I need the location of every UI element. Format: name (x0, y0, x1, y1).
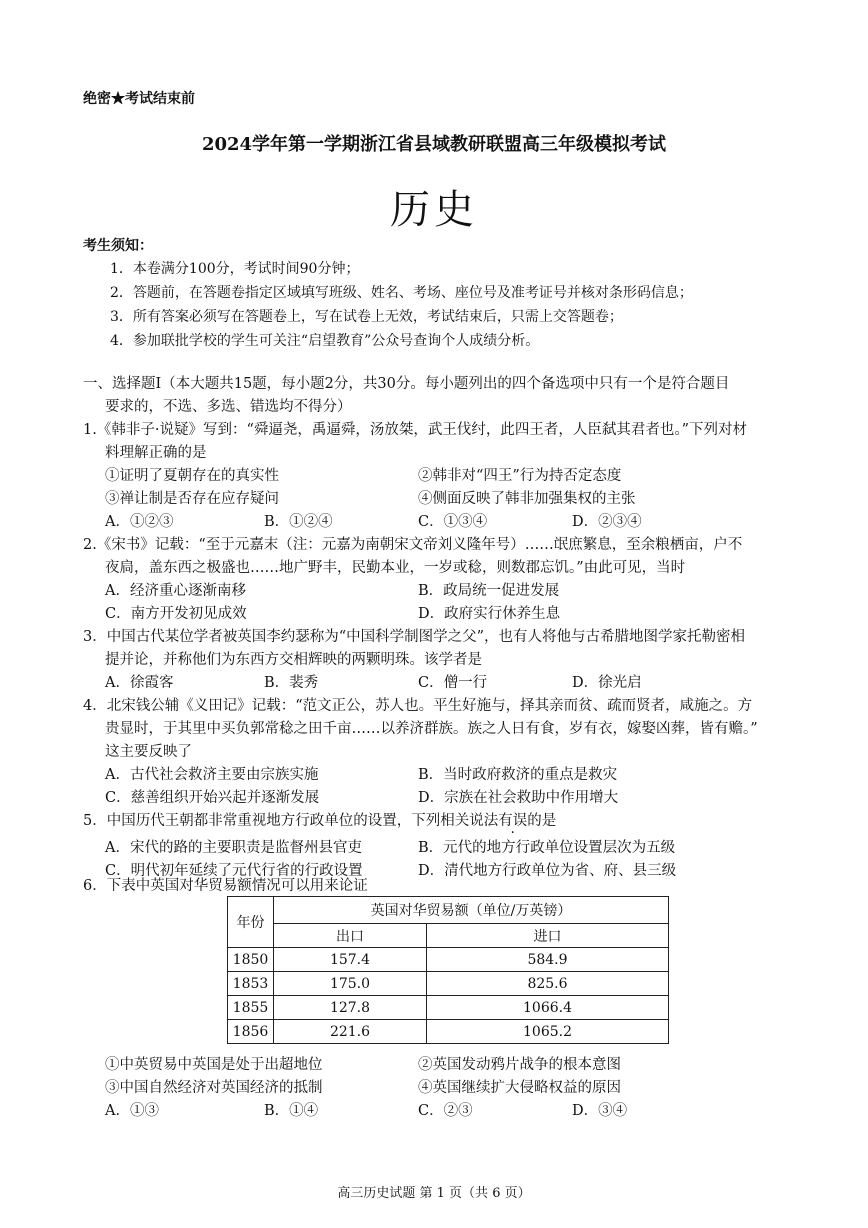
q1-option-c: C．①③④ (418, 514, 488, 530)
q1-option-d: D．②③④ (572, 514, 642, 530)
year-cell: 1855 (228, 996, 274, 1020)
page-footer: 高三历史试题 第 1 页（共 6 页） (337, 1186, 531, 1201)
table-caption: 英国对华贸易额（单位/万英镑） (274, 897, 669, 924)
question-2-stem: 2.《宋书》记载：“至于元嘉末（注：元嘉为南朝宋文帝刘义隆年号）……氓庶繁息，至余粮栖亩，户不 (83, 537, 743, 553)
q6-option-c: C．②③ (418, 1103, 473, 1119)
q6-statement-3: ③中国自然经济对英国经济的抵制 (105, 1080, 323, 1096)
import-cell: 584.9 (427, 948, 669, 972)
q5-stem-suffix: 的是 (527, 813, 557, 829)
q1-statement-1: ①证明了夏朝存在的真实性 (105, 468, 279, 484)
q3-option-b: B．裴秀 (264, 675, 319, 691)
import-cell: 825.6 (427, 972, 669, 996)
q5-option-c: C．明代初年延续了元代行省的行政设置 (105, 863, 363, 879)
q6-option-b: B．①④ (264, 1103, 319, 1119)
import-header: 进口 (427, 924, 669, 948)
notice-item: 3．所有答案必须写在答题卷上，写在试卷上无效，考试结束后，只需上交答题卷； (110, 309, 623, 325)
q4-option-a: A．古代社会救济主要由宗族实施 (105, 767, 319, 783)
question-2-stem-cont: 夜扃，盖东西之极盛也……地广野丰，民勤本业，一岁或稔，则数郡忘饥。”由此可见，当时 (105, 560, 686, 576)
import-cell: 1065.2 (427, 1020, 669, 1044)
notice-item: 1．本卷满分100分，考试时间90分钟； (110, 261, 360, 277)
q4-option-b: B．当时政府救济的重点是救灾 (418, 767, 618, 783)
table-row (228, 996, 669, 1020)
section-heading-cont: 要求的，不选、多选、错选均不得分） (105, 399, 352, 415)
q4-option-c: C．慈善组织开始兴起并逐渐发展 (105, 790, 320, 806)
q2-option-b: B．政局统一促进发展 (418, 583, 560, 599)
q6-statement-1: ①中英贸易中英国是处于出超地位 (105, 1057, 323, 1073)
year-cell: 1856 (228, 1020, 274, 1044)
q3-option-d: D．徐光启 (572, 675, 642, 691)
import-cell: 1066.4 (427, 996, 669, 1020)
q5-option-a: A．宋代的路的主要职责是监督州县官吏 (105, 840, 362, 856)
q1-statement-4: ④侧面反映了韩非加强集权的主张 (418, 491, 636, 507)
export-cell: 221.6 (274, 1020, 427, 1044)
export-cell: 127.8 (274, 996, 427, 1020)
q5-option-b: B．元代的地方行政单位设置层次为五级 (418, 840, 676, 856)
question-4-stem-cont: 这主要反映了 (105, 744, 192, 760)
notice-heading: 考生须知： (83, 238, 153, 254)
q3-option-c: C．僧一行 (418, 675, 488, 691)
question-1-stem-cont: 料理解正确的是 (105, 445, 207, 461)
q4-option-d: D．宗族在社会救助中作用增大 (418, 790, 619, 806)
export-cell: 157.4 (274, 948, 427, 972)
question-6-stem: 6．下表中英国对华贸易额情况可以用来论证 (83, 878, 368, 894)
q1-statement-2: ②韩非对“四王”行为持否定态度 (418, 468, 622, 484)
question-5-stem (83, 809, 556, 830)
table-row (228, 972, 669, 996)
exam-title: 2024学年第一学期浙江省县域教研联盟高三年级模拟考试 (201, 134, 667, 155)
export-cell: 175.0 (274, 972, 427, 996)
trade-table (227, 896, 669, 1044)
question-3-stem: 3．中国古代某位学者被英国李约瑟称为“中国科学制图学之父”，也有人将他与古希腊地图学家托勒密相 (83, 629, 746, 645)
question-4-stem: 4．北宋钱公辅《义田记》记载：“范文正公，苏人也。平生好施与，择其亲而贫、疏而贤者，咸施之。方 (83, 698, 753, 714)
q1-statement-3: ③禅让制是否存在应存疑问 (105, 491, 279, 507)
question-1-stem: 1.《韩非子·说疑》写到：“舜逼尧，禹逼舜，汤放桀，武王伐纣，此四王者，人臣弑其君者也。”下列对材 (83, 422, 748, 438)
q1-option-b: B．①②④ (264, 514, 333, 530)
question-3-stem-cont: 提并论，并称他们为东西方交相辉映的两颗明珠。该学者是 (105, 652, 482, 668)
table-row (228, 948, 669, 972)
q6-option-a: A．①③ (105, 1103, 159, 1119)
q6-option-d: D．③④ (572, 1103, 628, 1119)
notice-item: 2．答题前，在答题卷指定区域填写班级、姓名、考场、座位号及准考证号并核对条形码信息； (110, 285, 693, 301)
export-header: 出口 (274, 924, 427, 948)
q2-option-a: A．经济重心逐渐南移 (105, 583, 246, 599)
notice-item: 4．参加联批学校的学生可关注“启望教育”公众号查询个人成绩分析。 (110, 333, 540, 349)
q6-statement-2: ②英国发动鸦片战争的根本意图 (418, 1057, 621, 1073)
q3-option-a: A．徐霞客 (105, 675, 174, 691)
section-heading: 一、选择题Ⅰ（本大题共15题，每小题2分，共30分。每小题列出的四个备选项中只有一个是符合题目 (83, 376, 730, 392)
question-4-stem-cont: 贵显时，于其里中买负郭常稔之田千亩……以养济群族。族之人日有食，岁有衣，嫁娶凶葬，皆有赡。” (105, 721, 758, 737)
year-cell: 1850 (228, 948, 274, 972)
q5-emphasis: 有误 (498, 813, 528, 829)
q2-option-d: D．政府实行休养生息 (418, 606, 561, 622)
table-row (228, 1020, 669, 1044)
q2-option-c: C．南方开发初见成效 (105, 606, 247, 622)
q1-option-a: A．①②③ (105, 514, 174, 530)
year-header: 年份 (228, 897, 274, 948)
year-cell: 1853 (228, 972, 274, 996)
q6-statement-4: ④英国继续扩大侵略权益的原因 (418, 1080, 621, 1096)
q5-option-d: D．清代地方行政单位为省、府、县三级 (418, 863, 677, 879)
confidential-mark: 绝密★考试结束前 (83, 91, 195, 107)
q5-stem-prefix: 5．中国历代王朝都非常重视地方行政单位的设置，下列相关说法 (83, 813, 499, 829)
subject-title: 历史 (390, 187, 478, 233)
